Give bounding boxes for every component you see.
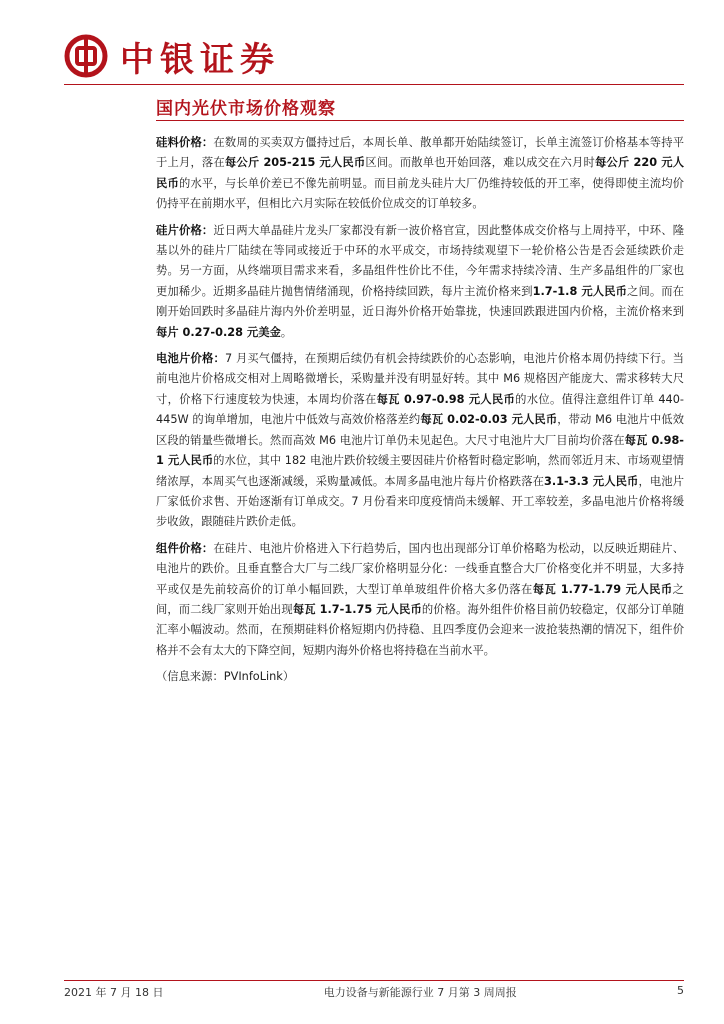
bank-of-china-logo-icon	[64, 34, 108, 78]
highlighted-price: 每片 0.27-0.28 元美金	[156, 325, 281, 339]
paragraph-label: 硅片价格：	[156, 223, 214, 237]
highlighted-price: 每瓦 1.77-1.79 元人民币	[532, 582, 673, 596]
highlighted-price: 1.7-1.8 元人民币	[532, 284, 628, 298]
paragraph-text: 近日两大单晶硅片龙头厂家都没有新一波价格官宣，因此整体成交价格与上周持平，中环、隆基以外的硅片厂陆续在等同或接近于中环的水平成交，市场持续观望下一轮价格公告是否会延续跌价走势。另一方面，从终端项目需求来看，多晶组件性价比不佳，今年需求持续冷清、生产多晶组件的厂家也更加稀少。近期多晶硅片抛售情绪涌现，价格持续回跌，每片主流价格来到	[156, 223, 684, 298]
paragraph-list	[156, 133, 684, 661]
highlighted-price: 每瓦 0.98-1 元人民币	[156, 433, 684, 468]
paragraph-text: 的水位，其中 182 电池片跌价较缓主要因硅片价格暂时稳定影响，然而邻近月末、市场观望情绪浓厚，本周买气也逐渐减缓，采购量减低。本周多晶电池片每片价格跌落在	[156, 454, 684, 488]
highlighted-price: 3.1-3.3 元人民币	[544, 474, 639, 488]
paragraph-label: 电池片价格：	[156, 352, 225, 366]
header-divider	[64, 84, 684, 85]
brand-name: 中银证券	[120, 39, 280, 80]
paragraph-text: 的价格。海外组件价格目前仍较稳定，仅部分订单随汇率小幅波动。然而，在预期硅料价格短期内仍持稳、且四季度仍会迎来一波抢装热潮的情况下，组件价格并不会有太大的下降空间，短期内海外价格也将持稳在当前水平。	[156, 602, 684, 657]
paragraph-text: 7 月买气僵持，在预期后续仍有机会持续跌价的心态影响，电池片价格本周仍持续下行。当前电池片价格成交相对上周略微增长，采购量并没有明显好转。其中 M6 规格因产能庞大、需求移转大尺寸，价格下行速度较为快速，本周均价落在	[156, 352, 684, 406]
paragraph-text: ，电池片厂家低价求售、开始逐渐有订单成交。7 月份看来印度疫情尚未缓解、开工率较差，多晶电池片价格将缓步收敛，跟随硅片跌价走低。	[156, 474, 684, 529]
highlighted-price: 每瓦 0.97-0.98 元人民币	[376, 392, 516, 406]
report-title: 电力设备与新能源行业 7 月第 3 周周报	[323, 986, 517, 999]
header	[64, 30, 280, 82]
paragraph-text: ，带动 M6 电池片中低效区段的销量些微增长。然而高效 M6 电池片订单仍未见起色。大尺寸电池片大厂目前均价落在	[156, 413, 684, 447]
highlighted-price: 每瓦 1.7-1.75 元人民币	[292, 602, 422, 616]
paragraph-text: 之间。而在刚开始回跌时多晶硅片海内外价差明显，近日海外价格开始靠拢，快速回跌跟进国内价格，主流价格来到	[156, 284, 684, 319]
article-body	[156, 133, 684, 687]
highlighted-price: 每瓦 0.02-0.03 元人民币	[420, 413, 558, 427]
paragraph-text: 的水平，与长单价差已不像先前明显。而目前龙头硅片大厂仍维持较低的开工率，使得即使主流均价仍持平在前期水平，但相比六月实际在较低价位成交的订单较多。	[156, 176, 684, 211]
source-note: （信息来源：PVInfoLink）	[156, 670, 295, 684]
paragraph	[156, 349, 684, 533]
paragraph	[156, 539, 684, 661]
paragraph-text: 区间。而散单也开始回落，难以成交在六月时	[365, 156, 595, 170]
footer-divider	[64, 980, 684, 981]
paragraph-label: 组件价格：	[156, 541, 214, 555]
paragraph-label: 硅料价格：	[156, 136, 214, 149]
paragraph	[156, 133, 684, 215]
paragraph-text: 在数周的买卖双方僵持过后，本周长单、散单都开始陆续签订，长单主流签订价格基本等持平于上月，落在	[156, 136, 684, 170]
paragraph	[156, 221, 684, 343]
highlighted-price: 每公斤 220 元人民币	[156, 156, 684, 190]
footer	[64, 984, 684, 1000]
section-title: 国内光伏市场价格观察	[156, 99, 336, 119]
paragraph-text: 之间，而二线厂家则开始出现	[156, 582, 684, 616]
paragraph-text: 。	[280, 325, 293, 339]
report-date: 2021 年 7 月 18 日	[64, 986, 164, 999]
paragraph-text: 的水位。值得注意组件订单 440-445W 的询单增加，电池片中低效与高效价格落差约	[156, 392, 684, 427]
highlighted-price: 每公斤 205-215 元人民币	[224, 156, 366, 170]
title-divider	[156, 120, 684, 121]
paragraph-text: 在硅片、电池片价格进入下行趋势后，国内也出现部分订单价格略为松动，以反映近期硅片、电池片的跌价。且垂直整合大厂与二线厂家价格明显分化：一线垂直整合大厂价格变化并不明显，大多持平或仅是先前较高价的订单小幅回跌，大型订单单玻组件价格大多仍落在	[156, 541, 684, 596]
page-number: 5	[677, 984, 684, 997]
